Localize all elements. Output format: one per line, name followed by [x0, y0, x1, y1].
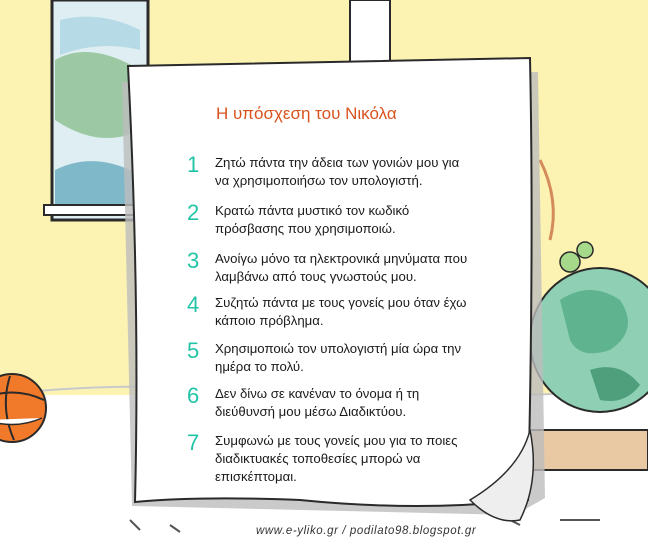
item-text: Συμφωνώ με τους γονείς μου για το ποιες διαδικτυακές τοποθεσίες μπορώ να επισκέπτομαι. — [215, 433, 458, 484]
item-text: Χρησιμοποιώ τον υπολογιστή μία ώρα την ημέρα το πολύ. — [215, 341, 462, 374]
item-number: 7 — [187, 430, 200, 455]
footer-credit: www.e-yliko.gr / podilato98.blogspot.gr — [256, 525, 477, 537]
item-text: Ζητώ πάντα την άδεια των γονιών μου για να χρησιμοποιήσω τον υπολογιστή. — [215, 155, 460, 188]
item-number: 4 — [187, 292, 200, 317]
item-number: 3 — [187, 248, 200, 273]
item-number: 1 — [187, 152, 200, 177]
page-title: Η υπόσχεση του Νικόλα — [216, 104, 397, 123]
item-text: Ανοίγω μόνο τα ηλεκτρονικά μηνύματα που λαμβάνω από τους γνωστούς μου. — [215, 251, 468, 284]
item-number: 2 — [187, 200, 200, 225]
item-text: Κρατώ πάντα μυστικό τον κωδικό πρόσβασης που χρησιμοποιώ. — [215, 203, 410, 236]
item-number: 5 — [187, 338, 200, 363]
item-text: Συζητώ πάντα με τους γονείς μου όταν έχω κάποιο πρόβλημα. — [215, 295, 467, 328]
item-text: Δεν δίνω σε κανέναν το όνομα ή τη διεύθυνσή μου μέσω Διαδικτύου. — [215, 386, 420, 419]
item-number: 6 — [187, 383, 200, 408]
